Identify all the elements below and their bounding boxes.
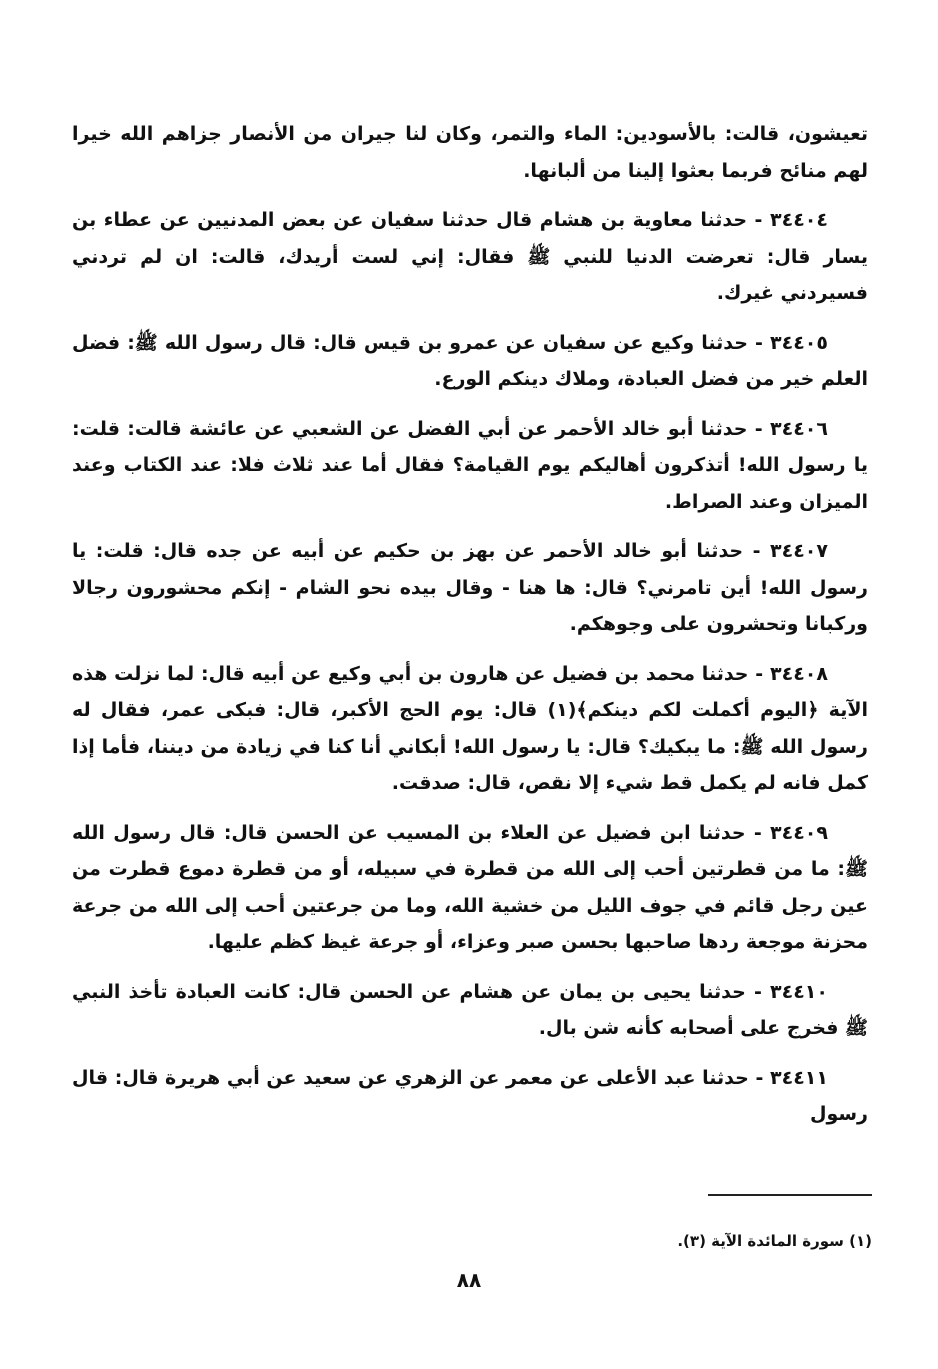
hadith-34410 (72, 974, 868, 1047)
footnote-divider (708, 1194, 872, 1196)
hadith-text: - حدثنا يحيى بن يمان عن هشام عن الحسن قال: كانت العبادة تأخذ النبي ﷺ فخرج على أصحابه كأنه شن بال. (72, 980, 868, 1039)
page-number: ٨٨ (456, 1268, 482, 1292)
hadith-text: - حدثنا أبو خالد الأحمر عن أبي الفضل عن الشعبي عن عائشة قالت: قلت: يا رسول الله! أتذكرون أهاليكم يوم القيامة؟ فقال أما عند ثلاث فلا: عند الكتاب وعند الميزان وعند الصراط. (72, 417, 868, 513)
main-text (72, 116, 868, 1146)
hadith-number: ٣٤٤٠٨ (770, 662, 828, 685)
hadith-number: ٣٤٤٠٧ (770, 540, 828, 562)
hadith-number: ٣٤٤٠٥ (770, 331, 828, 354)
hadith-34411 (72, 1060, 868, 1133)
hadith-text: - حدثنا معاوية بن هشام قال حدثنا سفيان عن بعض المدنيين عن عطاء بن يسار قال: تعرضت الدنيا للنبي ﷺ فقال: إني لست أريدك، قالت: ان لم تردني فسيردني غيرك. (72, 209, 868, 304)
hadith-text: - حدثنا أبو خالد الأحمر عن بهز بن حكيم عن أبيه عن جده قال: قلت: يا رسول الله! أين تامرني؟ قال: ها هنا - وقال بيده نحو الشام - إنكم محشورون رجالا وركبانا وتحشرون على وجوهكم. (72, 540, 868, 635)
hadith-number: ٣٤٤١٠ (770, 980, 828, 1003)
hadith-number: ٣٤٤٠٦ (770, 417, 828, 440)
hadith-34409 (72, 815, 868, 961)
hadith-text: - حدثنا عبد الأعلى عن معمر عن الزهري عن سعيد عن أبي هريرة قال: قال رسول (72, 1066, 868, 1125)
hadith-number: ٣٤٤١١ (770, 1066, 828, 1089)
hadith-34408 (72, 656, 868, 802)
hadith-number: ٣٤٤٠٤ (770, 209, 828, 231)
hadith-34407 (72, 533, 868, 643)
hadith-text: - حدثنا محمد بن فضيل عن هارون بن أبي وكيع عن أبيه قال: لما نزلت هذه الآية ﴿اليوم أكملت لكم دينكم﴾(١) قال: يوم الحج الأكبر، قال: فبكى عمر، فقال له رسول الله ﷺ: ما يبكيك؟ قال: يا رسول الله! أبكاني أنا كنا في زيادة من ديننا، فأما إذا كمل فانه لم يكمل قط شيء إلا نقص، قال: صدقت. (72, 662, 868, 794)
hadith-text: - حدثنا وكيع عن سفيان عن عمرو بن قيس قال: قال رسول الله ﷺ: فضل العلم خير من فضل العبادة، وملاك دينكم الورع. (72, 331, 868, 390)
hadith-number: ٣٤٤٠٩ (770, 821, 828, 844)
hadith-34405 (72, 325, 868, 398)
paragraph-continuation (72, 116, 868, 189)
hadith-34406 (72, 411, 868, 521)
hadith-34404 (72, 202, 868, 312)
hadith-text: - حدثنا ابن فضيل عن العلاء بن المسيب عن الحسن قال: قال رسول الله ﷺ: ما من قطرتين أحب إلى الله من قطرة في سبيله، أو من قطرة دموع قطرت من عين رجل قائم في جوف الليل من خشية الله، وما من جرعتين أحب إلى الله من جرعة محزنة موجعة ردها صاحبها بحسن صبر وعزاء، أو جرعة غيظ كظم عليها. (72, 821, 868, 953)
footnote: (١) سورة المائدة الآية (٣). (677, 1232, 872, 1250)
paragraph-text: تعيشون، قالت: بالأسودين: الماء والتمر، وكان لنا جيران من الأنصار جزاهم الله خيرا لهم منائح فربما بعثوا إلينا من ألبانها. (72, 123, 868, 182)
